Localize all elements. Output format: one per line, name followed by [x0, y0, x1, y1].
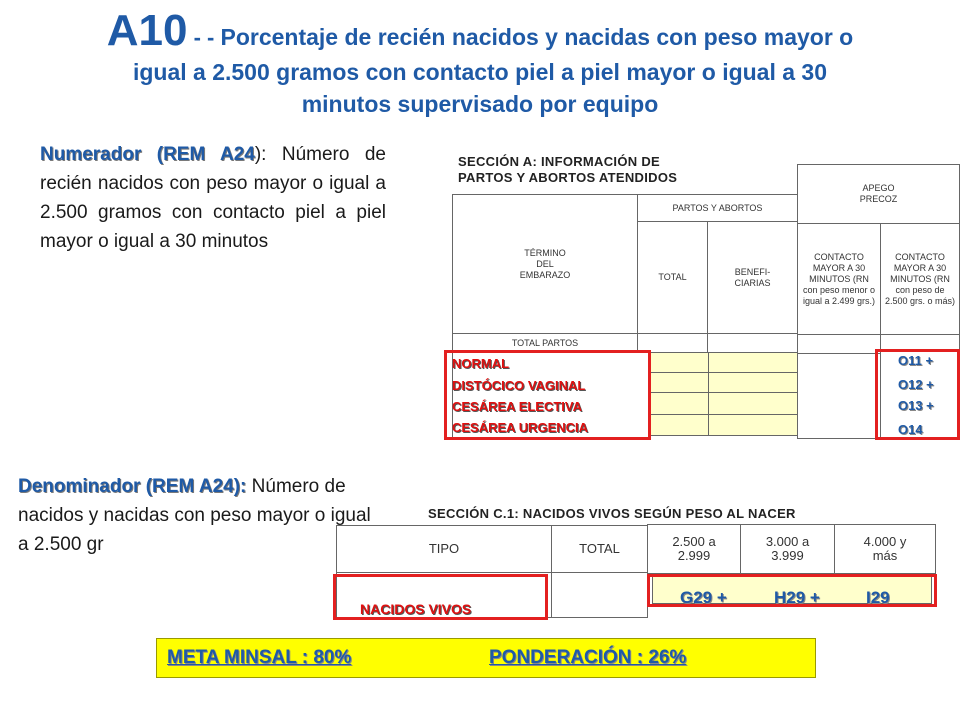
contacto-menor-total: [797, 334, 881, 354]
code-g29: G29 +: [680, 588, 727, 607]
section-c-title: SECCIÓN C.1: NACIDOS VIVOS SEGÚN PESO AL NACER: [428, 506, 796, 521]
cell-normal-benef: [708, 352, 798, 373]
header-tipo: TIPO: [336, 525, 552, 573]
header-apego-precoz: [797, 164, 960, 224]
range-2-line-2: 3.999: [771, 548, 804, 563]
cell-urgencia-total: [649, 414, 709, 436]
numerator-label: Numerador (REM A24: [40, 144, 255, 165]
page-title: [10, 6, 950, 120]
contacto-menor-body: [797, 353, 881, 439]
section-a-title: [458, 154, 677, 186]
cell-normal-total: [649, 352, 709, 373]
title-line-2: igual a 2.500 gramos con contacto piel a piel mayor o igual a 30: [132, 59, 828, 85]
header-range-3: [834, 524, 936, 574]
range-1-line-2: 2.999: [677, 548, 711, 563]
benef-line-2: CIARIAS: [734, 277, 771, 288]
denominator-label: Denominador (REM A24):: [18, 476, 247, 497]
header-partos-abortos: PARTOS Y ABORTOS: [637, 194, 798, 222]
benef-line-1: BENEFI-: [734, 266, 771, 277]
termino-line-1: TÉRMINO: [524, 247, 566, 258]
code-o11: O11 +: [898, 353, 934, 368]
total-partos-benef: [707, 333, 798, 353]
meta-minsal: META MINSAL : 80%: [167, 647, 352, 668]
highlight-nacidos-vivos: [333, 574, 548, 620]
highlight-weight-codes: [647, 574, 937, 607]
row-label-nacidos-vivos: NACIDOS VIVOS: [360, 601, 472, 617]
row-total-partos: TOTAL PARTOS: [452, 333, 638, 353]
cell-distocico-benef: [708, 372, 798, 393]
header-range-2: [740, 524, 835, 574]
cell-distocico-total: [649, 372, 709, 393]
numerator-label-close: ):: [254, 144, 282, 165]
title-dashes: - -: [187, 25, 221, 50]
title-line-3: minutos supervisado por equipo: [301, 91, 659, 117]
ponderacion: PONDERACIÓN : 26%: [489, 647, 687, 668]
apego-line-1: APEGO: [862, 183, 895, 193]
row-label-normal: NORMAL: [452, 356, 510, 371]
denominator-description: [18, 472, 384, 559]
title-line-1: Porcentaje de recién nacidos y nacidas con peso mayor o: [220, 24, 854, 50]
row-nacidos-vivos-total: [551, 572, 648, 618]
numerator-description: [40, 140, 386, 256]
numerator-text: Número de recién nacidos con peso mayor o igual a 2.500 gramos con contacto piel a piel mayor o igual a 30 minutos: [40, 144, 386, 252]
denominator-text: Número de nacidos y nacidas con peso mayor o igual a 2.500 gr: [18, 476, 371, 555]
range-1-line-1: 2.500 a: [672, 534, 716, 549]
cell-urgencia-benef: [708, 414, 798, 436]
row-label-urgencia: CESÁREA URGENCIA: [452, 420, 589, 435]
range-3-line-2: más: [872, 548, 898, 563]
cell-electiva-benef: [708, 392, 798, 415]
meta-box: [156, 638, 816, 678]
header-total: TOTAL: [637, 221, 708, 334]
code-o14: O14: [898, 422, 923, 437]
header-termino: [452, 194, 638, 334]
highlight-row-labels: [444, 350, 651, 440]
row-label-distocico: DISTÓCICO VAGINAL: [452, 378, 586, 393]
termino-line-2: DEL: [536, 258, 554, 269]
header-total-c: TOTAL: [551, 525, 648, 573]
header-range-1: [647, 524, 741, 574]
range-2-line-1: 3.000 a: [765, 534, 810, 549]
section-a-title-line-2: PARTOS Y ABORTOS ATENDIDOS: [458, 170, 678, 185]
cell-electiva-total: [649, 392, 709, 415]
code-o12: O12 +: [898, 377, 934, 392]
code-h29: H29 +: [774, 588, 820, 607]
row-label-electiva: CESÁREA ELECTIVA: [452, 399, 583, 414]
section-a-title-line-1: SECCIÓN A: INFORMACIÓN DE: [458, 154, 661, 169]
indicator-code: A10: [106, 6, 188, 55]
code-o13: O13 +: [898, 398, 934, 413]
code-i29: I29: [866, 588, 890, 607]
header-contacto-menor: CONTACTO MAYOR A 30 MINUTOS (RN con peso menor o igual a 2.499 grs.): [797, 223, 881, 335]
highlight-o-codes: [875, 349, 960, 440]
apego-line-2: PRECOZ: [859, 194, 898, 204]
header-beneficiarias: [707, 221, 798, 334]
termino-line-3: EMBARAZO: [519, 269, 571, 280]
range-3-line-1: 4.000 y: [863, 534, 907, 549]
header-contacto-mayor: CONTACTO MAYOR A 30 MINUTOS (RN con peso de 2.500 grs. o más): [880, 223, 960, 335]
